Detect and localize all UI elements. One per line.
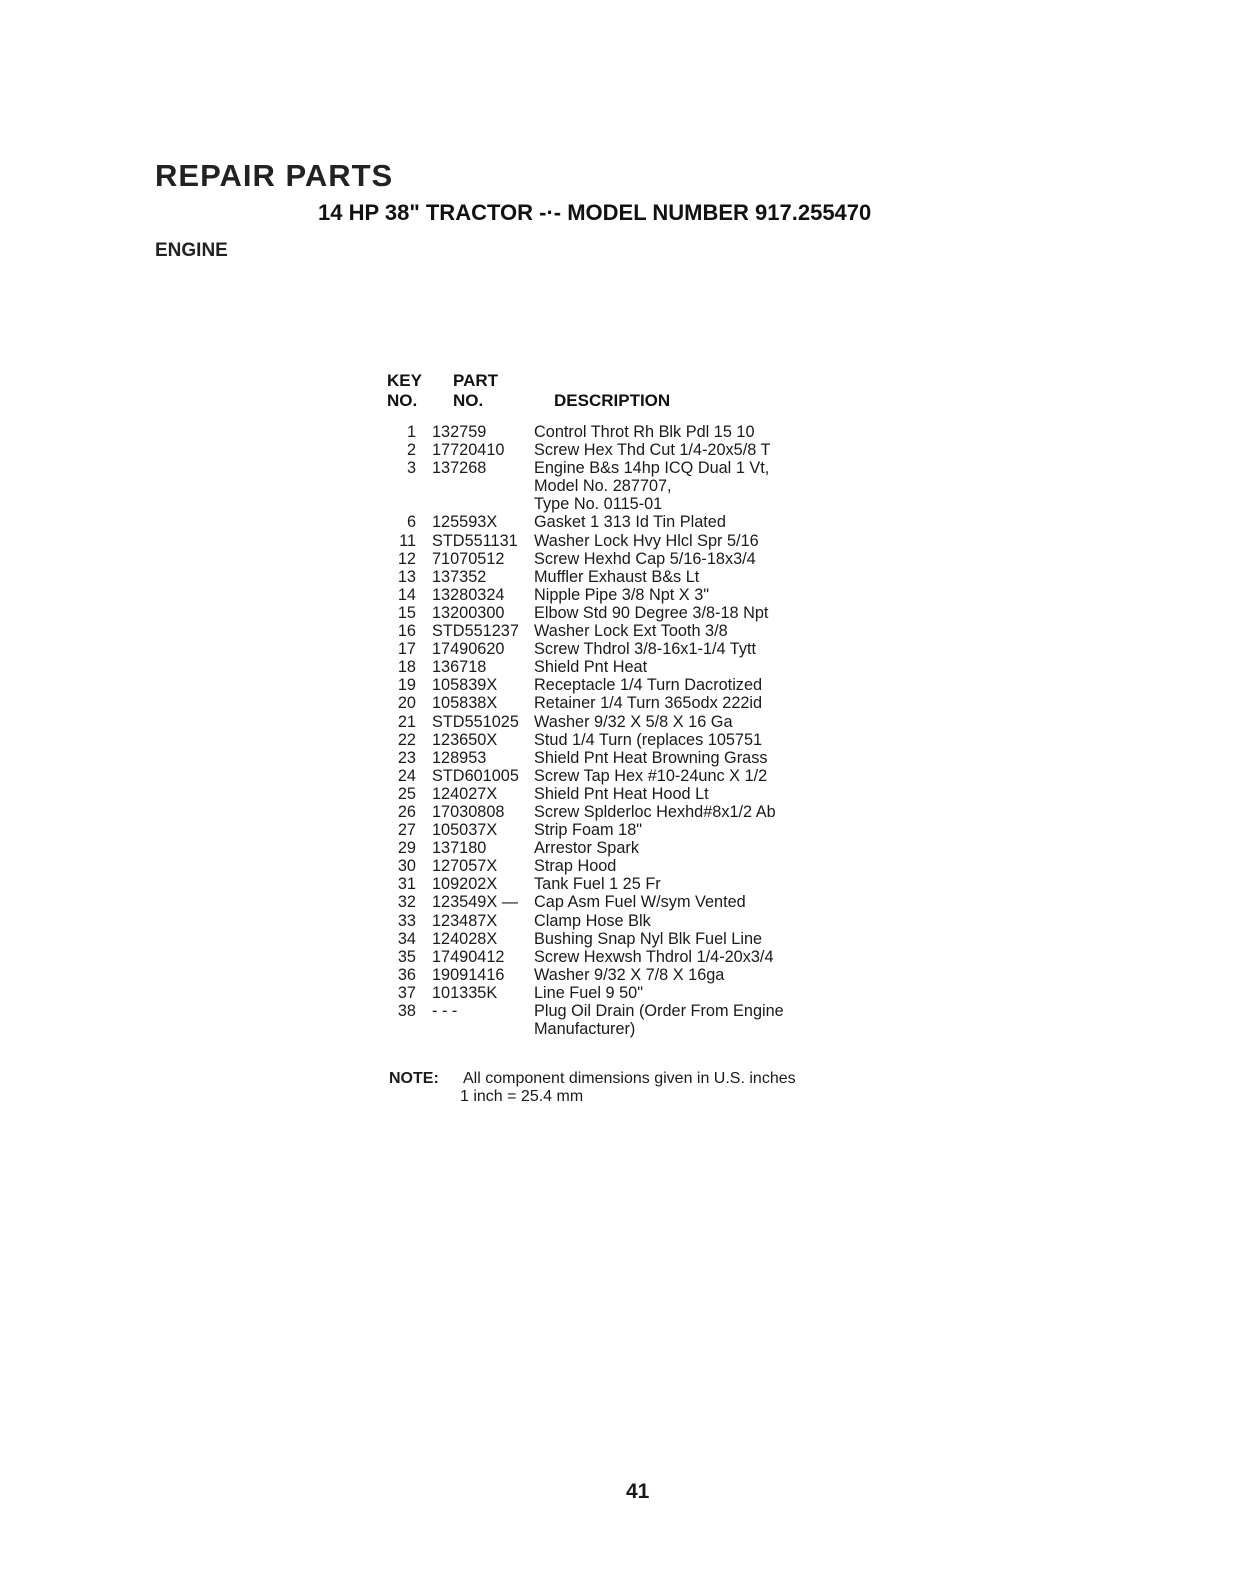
part-number-cell: 128953 [432, 748, 487, 767]
key-cell: 35 [397, 947, 416, 966]
table-row [380, 749, 900, 767]
key-cell: 14 [397, 585, 416, 604]
description-cell: Nipple Pipe 3/8 Npt X 3" [534, 585, 710, 604]
key-cell: 22 [397, 730, 416, 749]
table-row [380, 912, 900, 930]
table-row [380, 459, 900, 477]
part-number-cell: 124028X [432, 929, 498, 948]
description-cell: Plug Oil Drain (Order From Engine [534, 1002, 784, 1020]
key-cell: 1 [406, 423, 416, 441]
description-cell: Bushing Snap Nyl Blk Fuel Line [534, 929, 763, 948]
page-number: 41 [626, 1480, 650, 1503]
key-cell: 15 [397, 603, 416, 622]
table-row [380, 495, 900, 513]
description-cell: Shield Pnt Heat Hood Lt [534, 784, 709, 803]
key-cell: 26 [397, 802, 416, 821]
table-row [380, 622, 900, 640]
description-cell: Line Fuel 9 50" [534, 983, 643, 1002]
table-row [380, 821, 900, 839]
column-header-part-no: NO. [453, 391, 484, 410]
description-cell: Washer Lock Ext Tooth 3/8 [534, 622, 728, 641]
description-cell: Control Throt Rh Blk Pdl 15 10 [534, 423, 755, 441]
key-cell: 6 [406, 513, 416, 532]
part-number-cell: 71070512 [432, 549, 505, 568]
key-cell: 12 [397, 549, 416, 568]
part-number-cell: 19091416 [432, 965, 505, 984]
part-number-cell: STD551237 [432, 622, 519, 641]
table-row [380, 875, 900, 893]
description-cell: Type No. 0115-01 [534, 495, 663, 514]
column-header-key: KEY [387, 371, 422, 390]
key-cell: 36 [397, 965, 416, 984]
table-row [380, 1020, 900, 1038]
key-cell: 13 [397, 567, 416, 586]
table-row [380, 676, 900, 694]
part-number-cell: 105838X [432, 694, 498, 713]
key-cell: 30 [397, 857, 416, 876]
key-cell: 25 [397, 784, 416, 803]
description-cell: Washer Lock Hvy Hlcl Spr 5/16 [534, 531, 759, 550]
part-number-cell: 132759 [432, 423, 487, 441]
table-row [380, 966, 900, 984]
table-row [380, 513, 900, 531]
part-number-cell: 105839X [432, 676, 498, 695]
part-number-cell: 105037X [432, 821, 498, 840]
description-cell: Manufacturer) [534, 1020, 636, 1039]
description-cell: Screw Tap Hex #10-24unc X 1/2 [534, 766, 768, 785]
table-row [380, 586, 900, 604]
key-cell [380, 477, 416, 495]
table-row [380, 785, 900, 803]
table-row [380, 477, 900, 495]
key-cell: 20 [397, 694, 416, 713]
table-row [380, 423, 900, 441]
page-title: REPAIR PARTS [155, 158, 394, 193]
parts-table [380, 423, 900, 1038]
table-row [380, 441, 900, 459]
key-cell: 19 [397, 676, 416, 695]
table-row [380, 713, 900, 731]
part-number-cell [416, 477, 520, 495]
part-number-cell [416, 495, 520, 513]
part-number-cell: 125593X [432, 513, 498, 532]
description-cell: Shield Pnt Heat Browning Grass [534, 748, 768, 767]
key-cell: 18 [397, 658, 416, 677]
table-row [380, 640, 900, 658]
table-row [380, 694, 900, 712]
key-cell: 3 [406, 459, 416, 478]
table-row [380, 930, 900, 948]
part-number-cell: 123549X — [432, 893, 518, 912]
description-cell: Screw Hexwsh Thdrol 1/4-20x3/4 [534, 947, 774, 966]
table-row [380, 1002, 900, 1020]
table-row [380, 893, 900, 911]
key-cell: 11 [399, 531, 416, 550]
description-cell: Screw Hexhd Cap 5/16-18x3/4 [534, 549, 756, 568]
part-number-cell: 137352 [432, 567, 487, 586]
part-number-cell: 101335K [432, 983, 498, 1002]
part-number-cell: STD551131 [432, 531, 518, 550]
part-number-cell: 17030808 [432, 802, 505, 821]
part-number-cell: 17720410 [432, 441, 505, 460]
key-cell [380, 495, 416, 513]
description-cell: Muffler Exhaust B&s Lt [534, 567, 700, 586]
part-number-cell: 109202X [432, 875, 498, 894]
table-row [380, 984, 900, 1002]
table-row [380, 731, 900, 749]
part-number-cell: 136718 [432, 658, 487, 677]
description-cell: Screw Thdrol 3/8-16x1-1/4 Tytt [534, 640, 757, 659]
part-number-cell: - - - [432, 1002, 458, 1020]
description-cell: Tank Fuel 1 25 Fr [534, 875, 661, 894]
table-row [380, 568, 900, 586]
description-cell: Receptacle 1/4 Turn Dacrotized [534, 676, 763, 695]
key-cell: 31 [397, 875, 416, 894]
part-number-cell: STD601005 [432, 766, 519, 785]
table-row [380, 604, 900, 622]
part-number-cell: 17490412 [432, 947, 505, 966]
note-text: All component dimensions given in U.S. inches [463, 1070, 796, 1087]
part-number-cell [416, 1020, 520, 1038]
key-cell: 24 [397, 766, 416, 785]
part-number-cell: 137180 [432, 839, 487, 858]
note-label: NOTE: [389, 1070, 439, 1087]
column-header-key-no: NO. [387, 391, 418, 410]
description-cell: Retainer 1/4 Turn 365odx 222id [534, 694, 763, 713]
description-cell: Gasket 1 313 Id Tin Plated [534, 513, 726, 532]
key-cell: 37 [397, 983, 416, 1002]
description-cell: Arrestor Spark [534, 839, 639, 858]
key-cell: 21 [397, 712, 416, 731]
column-header-part: PART [453, 371, 499, 390]
key-cell: 33 [397, 911, 416, 930]
key-cell: 29 [397, 839, 416, 858]
key-cell: 2 [406, 441, 416, 460]
key-cell: 23 [397, 748, 416, 767]
part-number-cell: STD551025 [432, 712, 519, 731]
part-number-cell: 127057X [432, 857, 498, 876]
key-cell: 17 [397, 640, 416, 659]
description-cell: Washer 9/32 X 7/8 X 16ga [534, 965, 725, 984]
table-row [380, 550, 900, 568]
description-cell: Clamp Hose Blk [534, 911, 651, 930]
part-number-cell: 123650X [432, 730, 498, 749]
key-cell: 16 [397, 622, 416, 641]
table-row [380, 803, 900, 821]
description-cell: Elbow Std 90 Degree 3/8-18 Npt [534, 603, 769, 622]
description-cell: Shield Pnt Heat [534, 658, 648, 677]
model-subtitle: 14 HP 38" TRACTOR -·- MODEL NUMBER 917.255470 [318, 200, 872, 225]
part-number-cell: 124027X [432, 784, 498, 803]
table-row [380, 839, 900, 857]
part-number-cell: 13200300 [432, 603, 505, 622]
key-cell [380, 1020, 416, 1038]
table-row [380, 767, 900, 785]
description-cell: Strap Hood [534, 857, 617, 876]
description-cell: Screw Splderloc Hexhd#8x1/2 Ab [534, 802, 776, 821]
table-row [380, 658, 900, 676]
column-header-description: DESCRIPTION [554, 391, 671, 410]
description-cell: Stud 1/4 Turn (replaces 105751 [534, 730, 763, 749]
description-cell: Engine B&s 14hp ICQ Dual 1 Vt, [534, 459, 770, 478]
description-cell: Cap Asm Fuel W/sym Vented [534, 893, 746, 912]
part-number-cell: 137268 [432, 459, 487, 478]
key-cell: 38 [397, 1002, 416, 1020]
table-row [380, 948, 900, 966]
table-row [380, 857, 900, 875]
table-row [380, 532, 900, 550]
description-cell: Strip Foam 18" [534, 821, 643, 840]
part-number-cell: 123487X [432, 911, 498, 930]
section-heading: ENGINE [155, 240, 228, 261]
key-cell: 34 [397, 929, 416, 948]
note-conversion: 1 inch = 25.4 mm [460, 1088, 584, 1105]
description-cell: Screw Hex Thd Cut 1/4-20x5/8 T [534, 441, 771, 460]
description-cell: Washer 9/32 X 5/8 X 16 Ga [534, 712, 733, 731]
key-cell: 27 [397, 821, 416, 840]
description-cell: Model No. 287707, [534, 477, 672, 496]
key-cell: 32 [397, 893, 416, 912]
part-number-cell: 13280324 [432, 585, 505, 604]
part-number-cell: 17490620 [432, 640, 505, 659]
